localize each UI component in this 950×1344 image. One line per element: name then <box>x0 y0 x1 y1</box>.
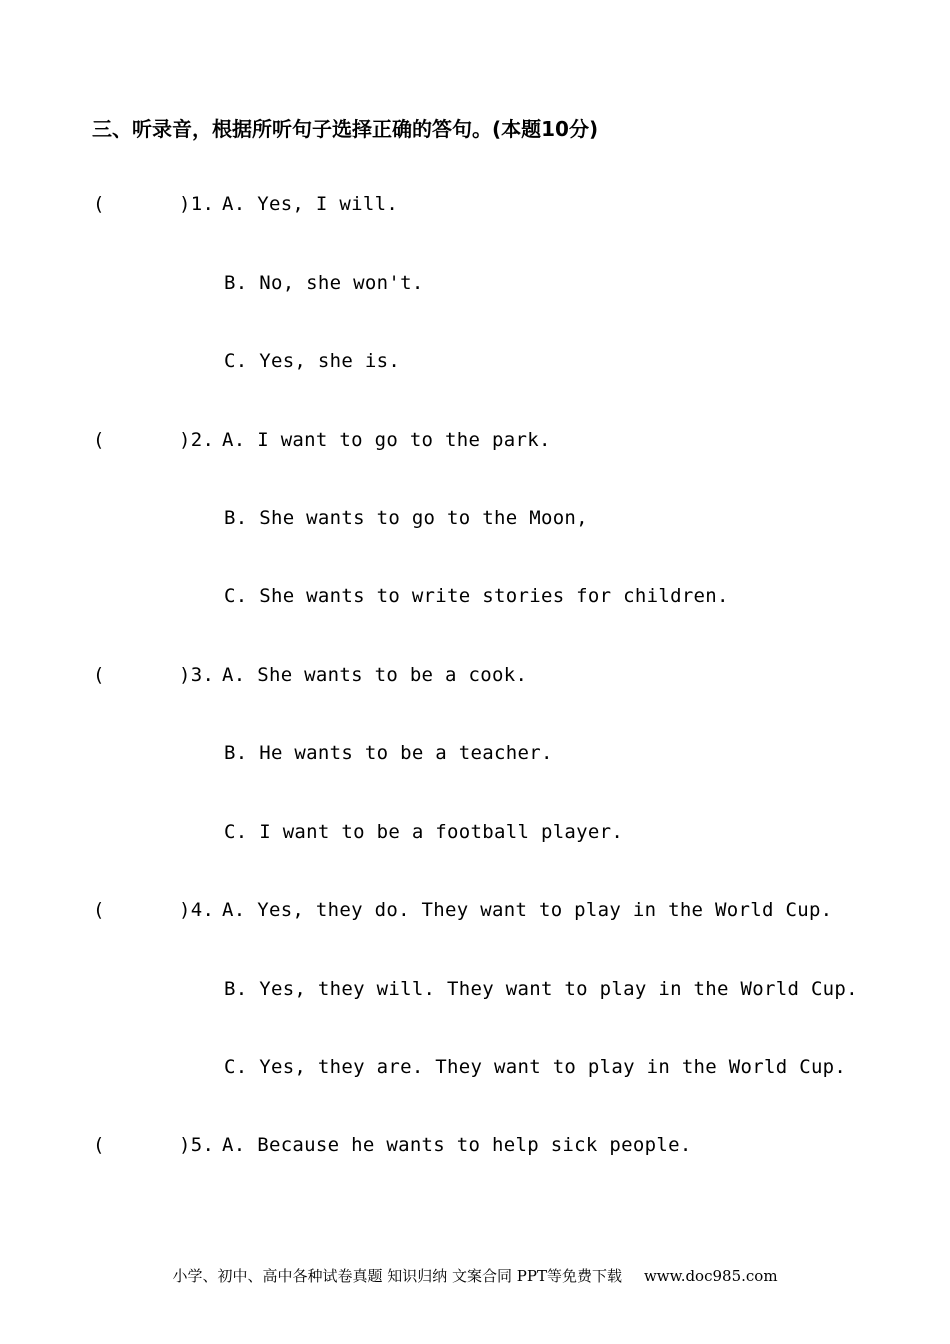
question-1-line <box>93 193 398 215</box>
question-3-line <box>93 664 527 686</box>
page-footer <box>0 1265 950 1286</box>
option-b: B. Yes, they will. They want to play in the World Cup. <box>224 978 858 1000</box>
option-b: B. She wants to go to the Moon, <box>224 507 588 529</box>
question-number: )3. <box>179 664 215 686</box>
question-number: )4. <box>179 899 215 921</box>
question-number: )5. <box>179 1134 215 1156</box>
question-number: )2. <box>179 429 215 451</box>
option-b: B. No, she won't. <box>224 272 424 294</box>
option-c: C. Yes, they are. They want to play in the World Cup. <box>224 1056 847 1078</box>
section-heading: 三、听录音，根据所听句子选择正确的答句。(本题10分) <box>92 117 599 141</box>
question-4-line <box>93 899 832 921</box>
footer-site[interactable]: www.doc985.com <box>643 1267 778 1285</box>
option-c: C. Yes, she is. <box>224 350 401 372</box>
answer-blank: ( <box>93 899 105 921</box>
question-2-line <box>93 429 551 451</box>
answer-blank: ( <box>93 429 105 451</box>
option-c: C. I want to be a football player. <box>224 821 624 843</box>
option-a: A. Because he wants to help sick people. <box>222 1134 692 1156</box>
question-5-line <box>93 1134 692 1156</box>
option-b: B. He wants to be a teacher. <box>224 742 553 764</box>
answer-blank: ( <box>93 1134 105 1156</box>
option-a: A. Yes, I will. <box>222 193 399 215</box>
question-number: )1. <box>179 193 215 215</box>
answer-blank: ( <box>93 664 105 686</box>
option-a: A. Yes, they do. They want to play in the World Cup. <box>222 899 833 921</box>
footer-text: 小学、初中、高中各种试卷真题 知识归纳 文案合同 PPT等免费下载 <box>172 1267 622 1285</box>
option-a: A. I want to go to the park. <box>222 429 551 451</box>
answer-blank: ( <box>93 193 105 215</box>
option-c: C. She wants to write stories for children. <box>224 585 729 607</box>
option-a: A. She wants to be a cook. <box>222 664 528 686</box>
